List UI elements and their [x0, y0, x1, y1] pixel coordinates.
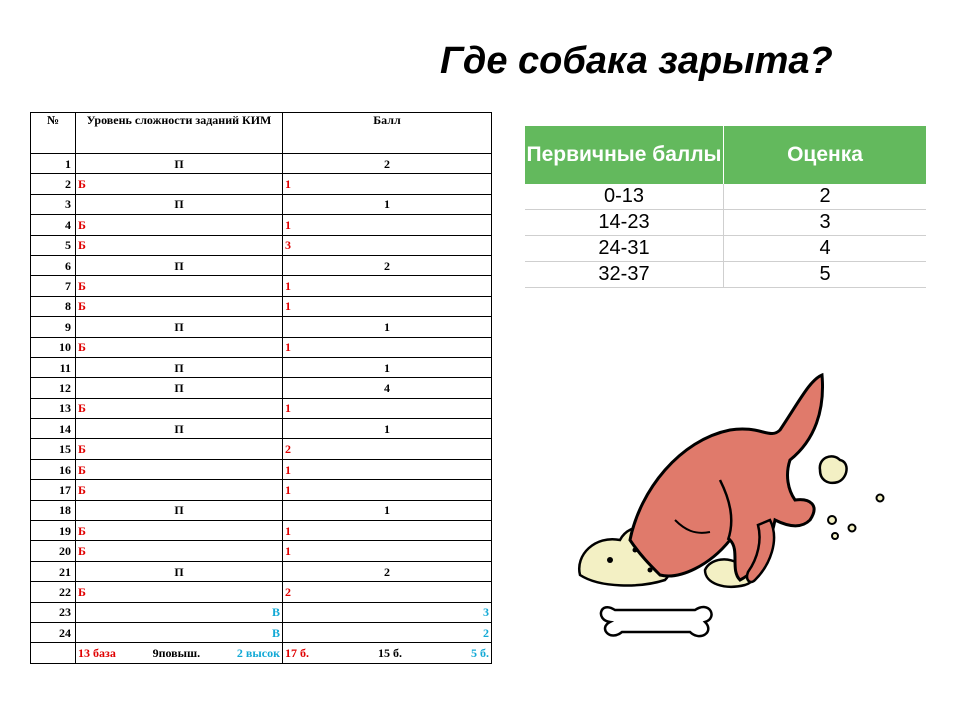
table-row — [31, 602, 492, 622]
task-number: 14 — [31, 419, 76, 439]
task-score: 1 — [283, 521, 492, 541]
task-score: 1 — [283, 459, 492, 479]
table-row — [31, 154, 492, 174]
task-score: 2 — [283, 439, 492, 459]
task-number: 16 — [31, 459, 76, 479]
grade-value: 2 — [724, 184, 927, 210]
task-score: 1 — [283, 276, 492, 296]
task-score: 1 — [283, 398, 492, 418]
task-number: 3 — [31, 194, 76, 214]
points-range: 14-23 — [525, 210, 724, 236]
header-score: Балл — [283, 113, 492, 154]
summary-num — [31, 643, 76, 663]
table-row — [31, 194, 492, 214]
task-level: Б — [76, 398, 283, 418]
task-number: 4 — [31, 215, 76, 235]
task-number: 10 — [31, 337, 76, 357]
dog-digging-icon — [570, 370, 930, 670]
task-number: 11 — [31, 357, 76, 377]
table-row — [31, 398, 492, 418]
task-number: 18 — [31, 500, 76, 520]
task-score: 1 — [283, 480, 492, 500]
header-grade: Оценка — [724, 126, 927, 184]
task-score: 3 — [283, 602, 492, 622]
header-level: Уровень сложности заданий КИМ — [76, 113, 283, 154]
task-level: П — [76, 419, 283, 439]
task-score: 2 — [283, 255, 492, 275]
kim-summary-row — [31, 643, 492, 663]
grade-table — [525, 126, 926, 288]
task-score: 2 — [283, 582, 492, 602]
task-score: 1 — [283, 317, 492, 337]
task-level: Б — [76, 276, 283, 296]
table-row — [525, 236, 926, 262]
table-row — [31, 419, 492, 439]
kim-table-header — [31, 113, 492, 154]
task-level: П — [76, 154, 283, 174]
task-number: 15 — [31, 439, 76, 459]
grade-table-header — [525, 126, 926, 184]
header-primary-points: Первичные баллы — [525, 126, 724, 184]
summary-high-score: 5 б. — [471, 646, 489, 661]
grade-value: 3 — [724, 210, 927, 236]
task-level: Б — [76, 541, 283, 561]
task-level: В — [76, 622, 283, 642]
table-row — [31, 459, 492, 479]
task-number: 21 — [31, 561, 76, 581]
task-level: Б — [76, 521, 283, 541]
points-range: 0-13 — [525, 184, 724, 210]
task-level: Б — [76, 582, 283, 602]
task-number: 1 — [31, 154, 76, 174]
task-score: 1 — [283, 194, 492, 214]
task-score: 3 — [283, 235, 492, 255]
task-score: 1 — [283, 541, 492, 561]
table-row — [525, 210, 926, 236]
task-level: П — [76, 561, 283, 581]
task-level: Б — [76, 296, 283, 316]
table-row — [31, 439, 492, 459]
task-level: Б — [76, 337, 283, 357]
task-level: П — [76, 194, 283, 214]
grade-value: 5 — [724, 262, 927, 288]
header-num: № — [31, 113, 76, 154]
task-level: П — [76, 378, 283, 398]
table-row — [31, 337, 492, 357]
table-row — [31, 541, 492, 561]
task-score: 1 — [283, 500, 492, 520]
task-level: П — [76, 317, 283, 337]
task-number: 20 — [31, 541, 76, 561]
task-score: 2 — [283, 561, 492, 581]
table-row — [31, 174, 492, 194]
points-range: 24-31 — [525, 236, 724, 262]
task-number: 9 — [31, 317, 76, 337]
task-score: 1 — [283, 215, 492, 235]
task-level: Б — [76, 459, 283, 479]
points-range: 32-37 — [525, 262, 724, 288]
task-number: 13 — [31, 398, 76, 418]
task-number: 24 — [31, 622, 76, 642]
summary-base-count: 13 база — [78, 646, 116, 661]
table-row — [31, 582, 492, 602]
task-number: 2 — [31, 174, 76, 194]
task-score: 1 — [283, 337, 492, 357]
task-number: 6 — [31, 255, 76, 275]
task-level: Б — [76, 235, 283, 255]
task-number: 22 — [31, 582, 76, 602]
task-score: 4 — [283, 378, 492, 398]
grade-table-body — [525, 184, 926, 288]
kim-table — [30, 112, 492, 664]
task-score: 2 — [283, 622, 492, 642]
table-row — [31, 235, 492, 255]
task-score: 1 — [283, 419, 492, 439]
task-number: 17 — [31, 480, 76, 500]
task-level: Б — [76, 480, 283, 500]
task-number: 7 — [31, 276, 76, 296]
table-row — [31, 255, 492, 275]
task-score: 2 — [283, 154, 492, 174]
dog-body — [630, 375, 823, 582]
table-row — [31, 357, 492, 377]
summary-base-score: 17 б. — [285, 646, 309, 661]
bone-icon — [601, 607, 712, 636]
summary-advanced-count: 9повыш. — [152, 646, 201, 661]
task-level: Б — [76, 439, 283, 459]
task-level: П — [76, 500, 283, 520]
table-row — [31, 276, 492, 296]
summary-advanced-score: 15 б. — [378, 646, 402, 661]
task-number: 23 — [31, 602, 76, 622]
task-level: П — [76, 357, 283, 377]
table-row — [31, 500, 492, 520]
task-number: 12 — [31, 378, 76, 398]
table-row — [525, 184, 926, 210]
summary-level — [76, 643, 283, 663]
task-number: 8 — [31, 296, 76, 316]
table-row — [31, 317, 492, 337]
table-row — [31, 480, 492, 500]
table-row — [31, 378, 492, 398]
task-number: 5 — [31, 235, 76, 255]
task-level: Б — [76, 174, 283, 194]
slide-title: Где собака зарыта? — [440, 40, 833, 82]
table-row — [31, 622, 492, 642]
task-score: 1 — [283, 357, 492, 377]
task-score: 1 — [283, 296, 492, 316]
kim-table-body — [31, 154, 492, 643]
task-score: 1 — [283, 174, 492, 194]
grade-value: 4 — [724, 236, 927, 262]
table-row — [31, 296, 492, 316]
task-number: 19 — [31, 521, 76, 541]
table-row — [31, 561, 492, 581]
table-row — [525, 262, 926, 288]
task-level: Б — [76, 215, 283, 235]
task-level: П — [76, 255, 283, 275]
task-level: В — [76, 602, 283, 622]
summary-high-count: 2 высок — [236, 646, 280, 661]
table-row — [31, 215, 492, 235]
summary-score — [283, 643, 492, 663]
table-row — [31, 521, 492, 541]
